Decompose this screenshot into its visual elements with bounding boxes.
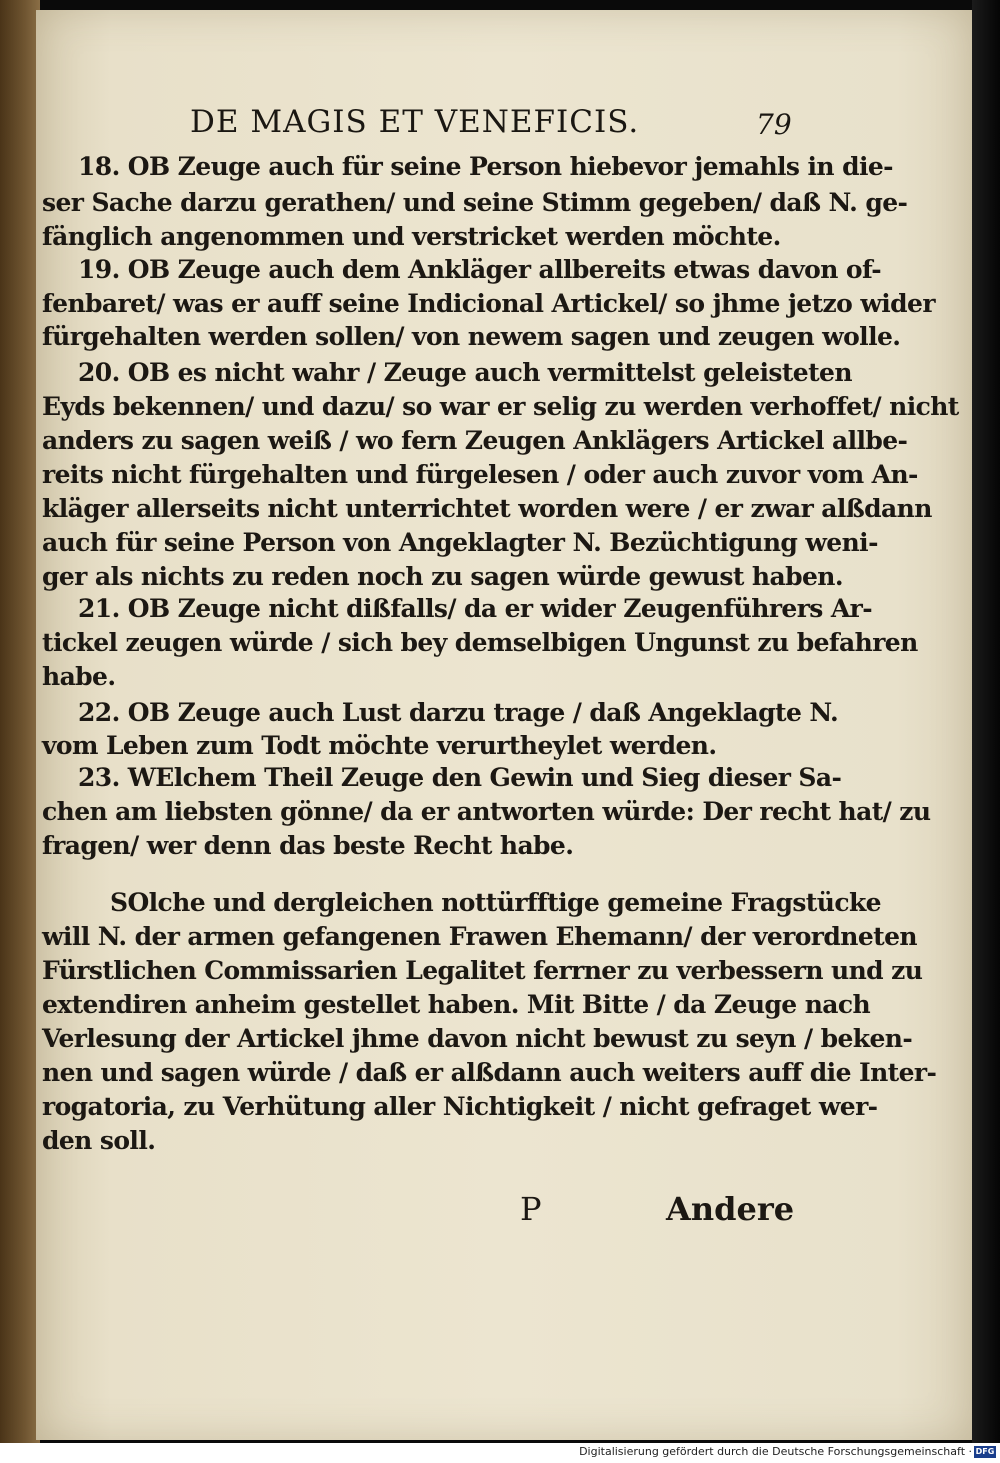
dfg-logo-icon: DFG bbox=[975, 1447, 995, 1456]
text-line: kläger allerseits nicht unterrichtet worden were / er zwar alßdann bbox=[42, 494, 932, 523]
page-number: 79 bbox=[756, 108, 792, 141]
text-line: nen und sagen würde / daß er alßdann auch weiters auff die Inter- bbox=[42, 1058, 937, 1087]
text-line: chen am liebsten gönne/ da er antworten würde: Der recht hat/ zu bbox=[42, 797, 931, 826]
text-line: SOlche und dergleichen nottürfftige gemeine Fragstücke bbox=[110, 888, 881, 917]
text-line: auch für seine Person von Angeklagter N. Bezüchtigung weni- bbox=[42, 528, 878, 557]
text-line: fragen/ wer denn das beste Recht habe. bbox=[42, 831, 574, 860]
text-line: 21. OB Zeuge nicht dißfalls/ da er wider Zeugenführers Ar- bbox=[78, 594, 872, 623]
text-line: will N. der armen gefangenen Frawen Ehemann/ der verordneten bbox=[42, 922, 917, 951]
text-line: anders zu sagen weiß / wo fern Zeugen Anklägers Artickel allbe- bbox=[42, 426, 908, 455]
text-line: 23. WElchem Theil Zeuge den Gewin und Sieg dieser Sa- bbox=[78, 763, 842, 792]
text-line: extendiren anheim gestellet haben. Mit Bitte / da Zeuge nach bbox=[42, 990, 871, 1019]
text-line: reits nicht fürgehalten und fürgelesen / oder auch zuvor vom An- bbox=[42, 460, 918, 489]
text-line: den soll. bbox=[42, 1126, 156, 1155]
text-line: 19. OB Zeuge auch dem Ankläger allbereits etwas davon of- bbox=[78, 255, 882, 284]
text-line: Verlesung der Artickel jhme davon nicht bewust zu seyn / beken- bbox=[42, 1024, 913, 1053]
text-line: vom Leben zum Todt möchte verurtheylet werden. bbox=[42, 731, 717, 760]
text-line: tickel zeugen würde / sich bey demselbigen Ungunst zu befahren bbox=[42, 628, 918, 657]
text-line: 18. OB Zeuge auch für seine Person hiebevor jemahls in die- bbox=[78, 152, 893, 181]
text-line: 20. OB es nicht wahr / Zeuge auch vermittelst geleisteten bbox=[78, 358, 852, 387]
text-line: fürgehalten werden sollen/ von newem sagen und zeugen wolle. bbox=[42, 322, 901, 351]
funding-credit: Digitalisierung gefördert durch die Deutsche Forschungsgemeinschaft · bbox=[579, 1445, 972, 1458]
text-line: rogatoria, zu Verhütung aller Nichtigkeit / nicht gefraget wer- bbox=[42, 1092, 878, 1121]
catchword: Andere bbox=[666, 1190, 795, 1228]
text-line: fenbaret/ was er auff seine Indicional Artickel/ so jhme jetzo wider bbox=[42, 289, 935, 318]
text-line: habe. bbox=[42, 662, 116, 691]
page-edge-right bbox=[972, 0, 1000, 1443]
text-line: fänglich angenommen und verstricket werden möchte. bbox=[42, 222, 781, 251]
signature-mark: P bbox=[520, 1190, 542, 1228]
running-head: DE MAGIS ET VENEFICIS. bbox=[190, 104, 640, 140]
text-line: Fürstlichen Commissarien Legalitet ferrner zu verbessern und zu bbox=[42, 956, 923, 985]
text-line: 22. OB Zeuge auch Lust darzu trage / daß Angeklagte N. bbox=[78, 698, 839, 727]
text-line: ser Sache darzu gerathen/ und seine Stimm gegeben/ daß N. ge- bbox=[42, 188, 908, 217]
text-line: Eyds bekennen/ und dazu/ so war er selig zu werden verhoffet/ nicht bbox=[42, 392, 959, 421]
page-edge-left bbox=[0, 0, 40, 1443]
text-line: ger als nichts zu reden noch zu sagen würde gewust haben. bbox=[42, 562, 843, 591]
